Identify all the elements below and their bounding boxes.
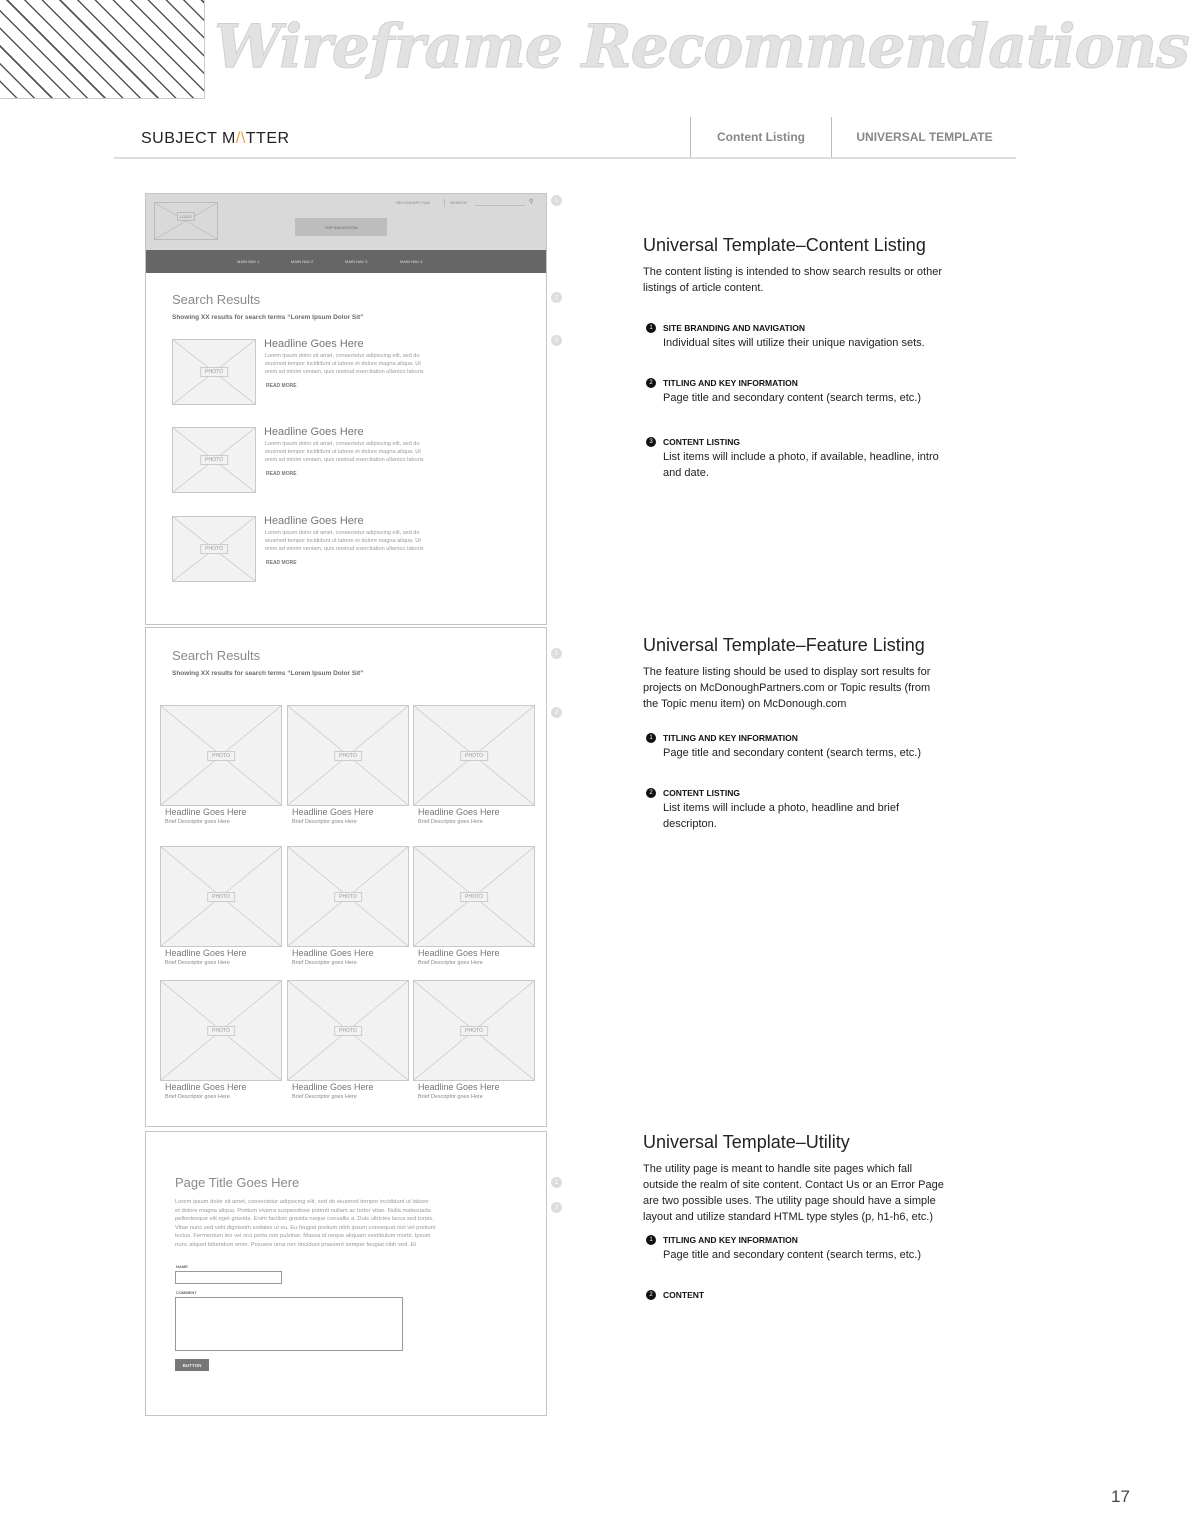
section-title: Universal Template–Content Listing <box>643 235 926 255</box>
wireframe-feature-listing <box>145 627 547 1127</box>
item-label: CONTENT <box>663 1290 705 1300</box>
wf-search-results-title: Search Results <box>172 648 261 663</box>
item-number-badge: 1 <box>646 323 656 333</box>
wf-photo-label: PHOTO <box>460 1026 488 1036</box>
wf-photo-label: PHOTO <box>460 751 488 761</box>
wf-body-line: eiusmod tempor incididunt ut labore et dolore magna aliqua. Ut <box>265 360 421 367</box>
section-description <box>643 664 930 712</box>
item-text <box>663 800 899 832</box>
wf-read-more: READ MORE <box>266 383 297 389</box>
logo-text-2: TTER <box>245 130 290 147</box>
wf-photo-label: PHOTO <box>207 892 235 902</box>
wf-logo-box <box>154 202 218 240</box>
wf-utility-page-title: Page Title Goes Here <box>175 1175 300 1190</box>
wf-card-grid <box>146 628 546 1126</box>
item-number-badge: 1 <box>646 733 656 743</box>
wireframe-content-listing <box>145 193 547 625</box>
item-text-line: Individual sites will utilize their unique navigation sets. <box>663 337 925 349</box>
wf-item-body <box>265 441 424 464</box>
wf-card-headline: Headline Goes Here <box>292 948 374 958</box>
desc-line: are two possible uses. The utility page should have a simple <box>643 1195 936 1207</box>
desc-line: The utility page is meant to handle site pages which fall <box>643 1163 913 1175</box>
wf-photo-label: PHOTO <box>207 1026 235 1036</box>
wf-comment-label: COMMENT <box>176 1290 197 1295</box>
wireframe-utility <box>145 1131 547 1416</box>
desc-line: layout and utilize standard HTML type styles (p, h1-h6, etc.) <box>643 1211 934 1223</box>
wf-main-nav-bar <box>146 250 546 273</box>
wf-body-line: Lorem ipsum dolor sit amet, consectetur adipiscing elit, sed do <box>265 441 420 447</box>
item-text-line: Page title and secondary content (search terms, etc.) <box>663 747 922 759</box>
wf-photo-placeholder <box>160 705 282 806</box>
wf-photo-placeholder <box>160 980 282 1081</box>
wf-body-line: enim ad minim veniam, quis nostrud exercitation ullamco laboris <box>265 368 424 375</box>
wf-card-headline: Headline Goes Here <box>292 807 374 817</box>
wf-main-nav-3: MAIN NAV 3 <box>345 259 368 264</box>
wf-photo-placeholder <box>287 980 409 1081</box>
wf-card-descriptor: Brief Descriptor goes Here <box>165 819 230 825</box>
wf-item-headline: Headline Goes Here <box>264 515 364 527</box>
wf-marker: 1 <box>551 1177 562 1188</box>
wf-photo-placeholder <box>413 980 535 1081</box>
wf-card-headline: Headline Goes Here <box>292 1082 374 1092</box>
wf-photo-label: PHOTO <box>207 751 235 761</box>
wf-name-field <box>175 1271 282 1284</box>
wf-photo-label: PHOTO <box>334 751 362 761</box>
item-label: TITLING AND KEY INFORMATION <box>663 733 798 743</box>
wf-photo-label: PHOTO <box>334 1026 362 1036</box>
wf-submit-button: BUTTON <box>175 1359 209 1371</box>
wf-body-line: nunc aliquet bibendum enim. Posuere urna nec tincidunt praesent semper feugiat nibh sed. Et <box>175 1241 417 1248</box>
wf-marker: 1 <box>551 195 562 206</box>
wf-marker: 2 <box>551 707 562 718</box>
wf-read-more: READ MORE <box>266 471 297 477</box>
tab-content-listing: Content Listing <box>690 117 831 157</box>
wf-read-more: READ MORE <box>266 560 297 566</box>
wf-search-results-subtitle: Showing XX results for search terms “Lorem Ipsum Dolor Sit” <box>172 314 364 321</box>
wf-utility-body <box>175 1198 436 1250</box>
wf-photo-placeholder <box>287 705 409 806</box>
desc-line: listings of article content. <box>643 282 764 294</box>
wf-search-results-title: Search Results <box>172 292 261 307</box>
wf-body-line: et dolore magna aliqua. Pretium viverra suspendisse potenti nullam ac tortor vitae. Nulla malesuada <box>175 1207 431 1214</box>
wf-card-descriptor: Brief Descriptor goes Here <box>418 1094 483 1100</box>
wf-name-label: NAME <box>176 1264 188 1269</box>
wf-card-headline: Headline Goes Here <box>418 1082 500 1092</box>
wf-search-results-subtitle: Showing XX results for search terms “Lorem Ipsum Dolor Sit” <box>172 670 364 677</box>
item-number-badge: 1 <box>646 1235 656 1245</box>
wf-photo-label: PHOTO <box>460 892 488 902</box>
wf-logo-label: LOGO <box>177 212 195 221</box>
wf-body-line: Lorem ipsum dolor sit amet, consectetur adipiscing elit, sed do <box>265 353 420 359</box>
wf-main-nav-4: MAIN NAV 4 <box>400 259 423 264</box>
section-title: Universal Template–Utility <box>643 1132 850 1152</box>
wf-card-descriptor: Brief Descriptor goes Here <box>165 960 230 966</box>
wf-body-line: lectus. Fermentum leo vel orci porta non pulvinar. Massa id neque aliquam vestibulum morbi. Ipsum <box>175 1233 431 1240</box>
item-label: CONTENT LISTING <box>663 788 740 798</box>
desc-line: the Topic menu item) on McDonough.com <box>643 698 847 710</box>
wf-photo-placeholder <box>413 846 535 947</box>
desc-line: The feature listing should be used to display sort results for <box>643 666 931 678</box>
wf-photo-label: PHOTO <box>334 892 362 902</box>
item-text <box>663 390 921 406</box>
wf-body-line: Vitae nunc sed velit dignissim sodales ut eu. Eu feugiat pretium nibh ipsum consequat nisl vel pretium <box>175 1224 436 1231</box>
item-text-line: descripton. <box>663 818 717 830</box>
subject-matter-logo <box>141 130 290 148</box>
desc-line: outside the realm of site content. Contact Us or an Error Page <box>643 1179 944 1191</box>
wf-card-descriptor: Brief Descriptor goes Here <box>292 960 357 966</box>
wf-photo-placeholder <box>172 339 256 405</box>
wf-site-header <box>146 194 546 250</box>
wf-photo-placeholder <box>413 705 535 806</box>
wf-card-descriptor: Brief Descriptor goes Here <box>418 819 483 825</box>
wf-search-label: SEARCH <box>450 200 467 205</box>
item-text <box>663 449 939 481</box>
wf-marker: 2 <box>551 1202 562 1213</box>
wf-card-descriptor: Brief Descriptor goes Here <box>165 1094 230 1100</box>
wf-item-headline: Headline Goes Here <box>264 426 364 438</box>
wf-item-headline: Headline Goes Here <box>264 338 364 350</box>
wf-photo-placeholder <box>160 846 282 947</box>
wf-search-field <box>444 199 537 207</box>
wf-card-descriptor: Brief Descriptor goes Here <box>292 1094 357 1100</box>
wf-top-navigation: TOP NAVIGATION <box>295 218 387 236</box>
wf-card-headline: Headline Goes Here <box>165 807 247 817</box>
item-text-line: List items will include a photo, if available, headline, intro <box>663 451 939 463</box>
page-title: Wireframe Recommendations <box>214 12 1189 82</box>
wf-card-descriptor: Brief Descriptor goes Here <box>292 819 357 825</box>
wf-body-line: enim ad minim veniam, quis nostrud exercitation ullamco laboris <box>265 456 424 463</box>
tab-universal-template: UNIVERSAL TEMPLATE <box>831 117 1017 157</box>
wf-marker: 2 <box>551 292 562 303</box>
wf-photo-placeholder <box>172 427 256 493</box>
wf-comment-field <box>175 1297 403 1351</box>
item-label: TITLING AND KEY INFORMATION <box>663 1235 798 1245</box>
search-icon: ⚲ <box>529 199 534 205</box>
wf-card-headline: Headline Goes Here <box>165 948 247 958</box>
stripe-pattern <box>0 0 205 99</box>
wf-body-line: eiusmod tempor incididunt ut labore et dolore magna aliqua. Ut <box>265 448 421 455</box>
wf-item-body <box>265 530 424 553</box>
wf-photo-placeholder <box>287 846 409 947</box>
item-text <box>663 745 921 761</box>
logo-accent: /\ <box>235 130 246 147</box>
page-number: 17 <box>1111 1487 1130 1506</box>
wf-photo-label: PHOTO <box>200 544 228 554</box>
wf-main-nav-2: MAIN NAV 2 <box>291 259 314 264</box>
item-label: TITLING AND KEY INFORMATION <box>663 378 798 388</box>
item-text-line: Page title and secondary content (search terms, etc.) <box>663 1249 922 1261</box>
wf-body-line: eiusmod tempor incididunt ut labore et dolore magna aliqua. Ut <box>265 537 421 544</box>
section-title: Universal Template–Feature Listing <box>643 635 925 655</box>
item-label: CONTENT LISTING <box>663 437 740 447</box>
wf-photo-placeholder <box>172 516 256 582</box>
wf-card-descriptor: Brief Descriptor goes Here <box>418 960 483 966</box>
item-number-badge: 2 <box>646 1290 656 1300</box>
item-text <box>663 335 925 351</box>
wf-body-line: Lorem ipsum dolor sit amet, consectetur adipiscing elit, sed do <box>265 530 420 536</box>
item-text-line: and date. <box>663 467 709 479</box>
desc-line: projects on McDonoughPartners.com or Topic results (from <box>643 682 931 694</box>
logo-text-1: SUBJECT M <box>141 130 236 147</box>
item-text-line: Page title and secondary content (search terms, etc.) <box>663 392 922 404</box>
wf-card-headline: Headline Goes Here <box>418 807 500 817</box>
item-number-badge: 3 <box>646 437 656 447</box>
wf-secondary-nav: SECONDARY NAV <box>396 200 431 205</box>
wf-main-nav-1: MAIN NAV 1 <box>237 259 260 264</box>
desc-line: The content listing is intended to show search results or other <box>643 266 942 278</box>
wf-marker: 1 <box>551 648 562 659</box>
wf-body-line: Lorem ipsum dolor sit amet, consectetur adipiscing elit, sed do eiusmod tempor incididunt ut labore <box>175 1199 429 1205</box>
section-description <box>643 1161 944 1225</box>
item-number-badge: 2 <box>646 788 656 798</box>
item-number-badge: 2 <box>646 378 656 388</box>
item-text <box>663 1247 921 1263</box>
wf-marker: 3 <box>551 335 562 346</box>
wf-card-headline: Headline Goes Here <box>165 1082 247 1092</box>
section-description <box>643 264 942 296</box>
wf-body-line: pellentesque elit eget gravida. Enim facilisis gravida neque convallis a. Duis ultricies lacus sed turpis. <box>175 1216 434 1223</box>
wf-item-body <box>265 353 424 376</box>
item-text-line: List items will include a photo, headline and brief <box>663 802 900 814</box>
header-divider <box>114 157 1016 159</box>
item-label: SITE BRANDING AND NAVIGATION <box>663 323 805 333</box>
wf-body-line: enim ad minim veniam, quis nostrud exercitation ullamco laboris <box>265 545 424 552</box>
wf-photo-label: PHOTO <box>200 367 228 377</box>
wf-photo-label: PHOTO <box>200 455 228 465</box>
wf-card-headline: Headline Goes Here <box>418 948 500 958</box>
wf-search-underline <box>475 205 525 206</box>
